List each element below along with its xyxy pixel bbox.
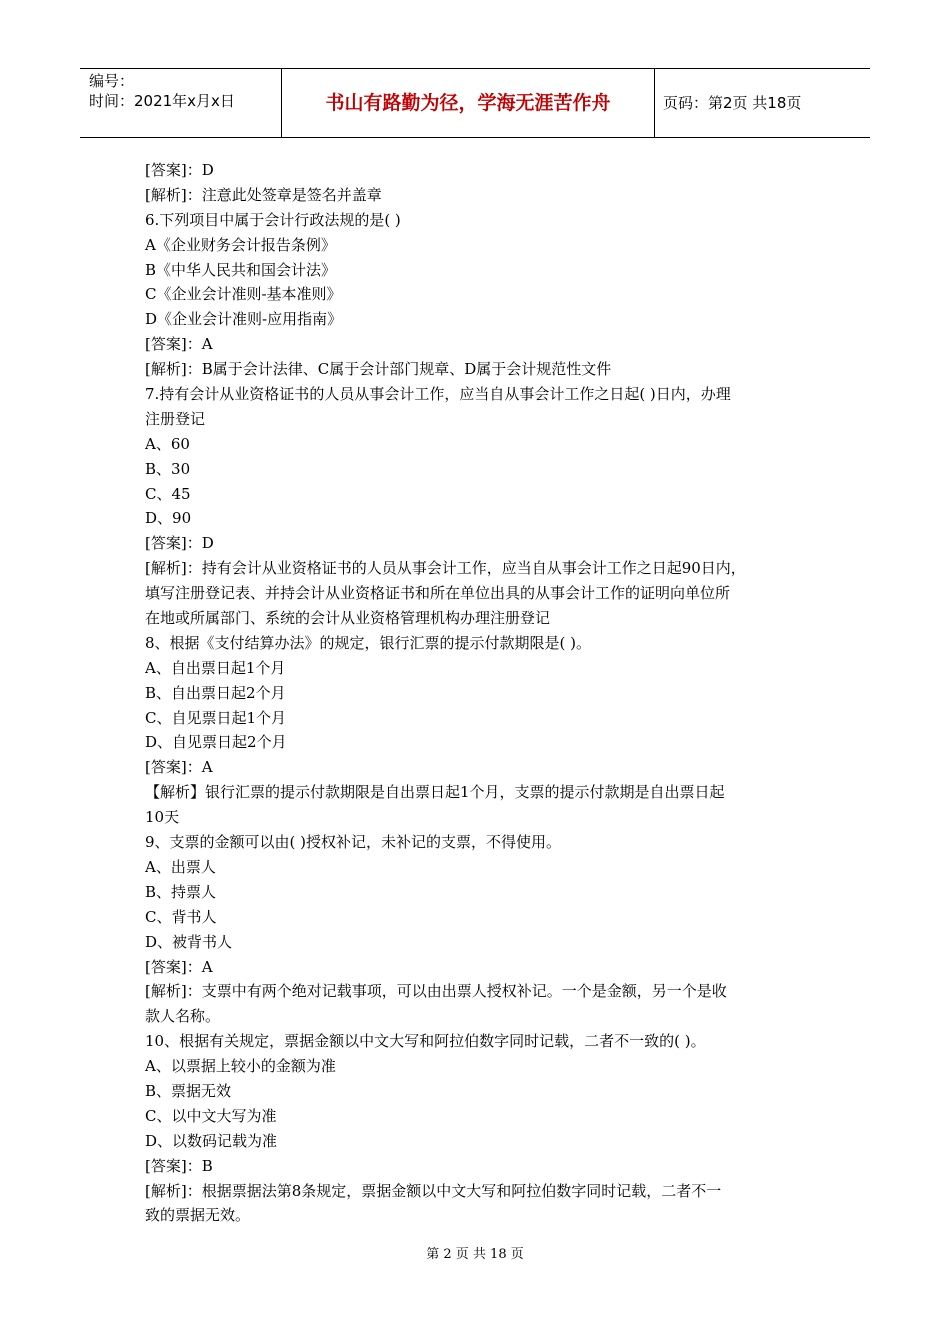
text-line: A、出票人 — [145, 857, 216, 876]
text-line: [解析]：持有会计从业资格证书的人员从事会计工作，应当自从事会计工作之日起90日内， — [145, 559, 746, 578]
header-motto: 书山有路勤为径，学海无涯苦作舟 — [325, 92, 611, 114]
header-table — [80, 68, 870, 138]
text-line: 6.下列项目中属于会计行政法规的是( ) — [145, 210, 401, 229]
page-footer: 第 2 页 共 18 页 — [426, 1247, 524, 1262]
text-line: [答案]：A — [145, 335, 213, 354]
text-line: 款人名称。 — [145, 1007, 221, 1026]
text-line: B、自出票日起2个月 — [145, 683, 286, 702]
text-line: [解析]：B属于会计法律、C属于会计部门规章、D属于会计规范性文件 — [145, 360, 612, 379]
text-line: 10、根据有关规定，票据金额以中文大写和阿拉伯数字同时记载，二者不一致的( )。 — [145, 1032, 706, 1051]
text-line: A《企业财务会计报告条例》 — [145, 235, 336, 254]
text-line: C、45 — [145, 484, 191, 503]
text-line: C、背书人 — [145, 907, 217, 926]
text-line: 【解析】银行汇票的提示付款期限是自出票日起1个月，支票的提示付款期是自出票日起 — [145, 783, 725, 802]
text-line: C、以中文大写为准 — [145, 1106, 277, 1125]
text-line: 7.持有会计从业资格证书的人员从事会计工作，应当自从事会计工作之日起( )日内，办理 — [145, 385, 731, 404]
text-line: [答案]：A — [145, 957, 213, 976]
text-line: [答案]：A — [145, 758, 213, 777]
text-line: [答案]：D — [145, 534, 214, 553]
text-line: A、以票据上较小的金额为准 — [145, 1057, 336, 1076]
text-line: [解析]：支票中有两个绝对记载事项，可以由出票人授权补记。一个是金额，另一个是收 — [145, 982, 727, 1001]
text-line: C、自见票日起1个月 — [145, 708, 287, 727]
document-time-label: 时间：2021年x月x日 — [89, 92, 235, 110]
text-line: B、持票人 — [145, 882, 217, 901]
text-line: 10天 — [145, 808, 180, 827]
text-line: 注册登记 — [145, 409, 206, 428]
document-number-label: 编号： — [89, 72, 135, 90]
text-line: [解析]：根据票据法第8条规定，票据金额以中文大写和阿拉伯数字同时记载，二者不一 — [145, 1181, 722, 1200]
header-meta-cell — [80, 69, 281, 137]
text-line: 填写注册登记表、并持会计从业资格证书和所在单位出具的从事会计工作的证明向单位所 — [145, 584, 731, 603]
text-line: A、60 — [145, 434, 190, 453]
text-line: B《中华人民共和国会计法》 — [145, 260, 337, 279]
text-line: B、30 — [145, 459, 191, 478]
text-line: D、自见票日起2个月 — [145, 733, 287, 752]
header-motto-cell — [281, 69, 655, 137]
header-page-info: 页码：第2页 共18页 — [663, 94, 802, 112]
text-line: [解析]：注意此处签章是签名并盖章 — [145, 185, 382, 204]
text-line: 在地或所属部门、系统的会计从业资格管理机构办理注册登记 — [145, 609, 551, 628]
text-line: D、以数码记载为准 — [145, 1131, 278, 1150]
text-line: D、被背书人 — [145, 932, 233, 951]
text-line: 9、支票的金额可以由( )授权补记，未补记的支票，不得使用。 — [145, 833, 562, 852]
text-line: [答案]：B — [145, 1156, 213, 1175]
text-line: D《企业会计准则-应用指南》 — [145, 310, 343, 329]
text-line: 8、根据《支付结算办法》的规定，银行汇票的提示付款期限是( )。 — [145, 633, 592, 652]
text-line: 致的票据无效。 — [145, 1206, 251, 1225]
header-page-cell — [654, 69, 870, 137]
text-line: D、90 — [145, 509, 192, 528]
text-line: A、自出票日起1个月 — [145, 658, 286, 677]
text-line: C《企业会计准则-基本准则》 — [145, 285, 342, 304]
text-line: B、票据无效 — [145, 1081, 232, 1100]
text-line: [答案]：D — [145, 161, 214, 179]
document-body — [145, 158, 815, 1228]
